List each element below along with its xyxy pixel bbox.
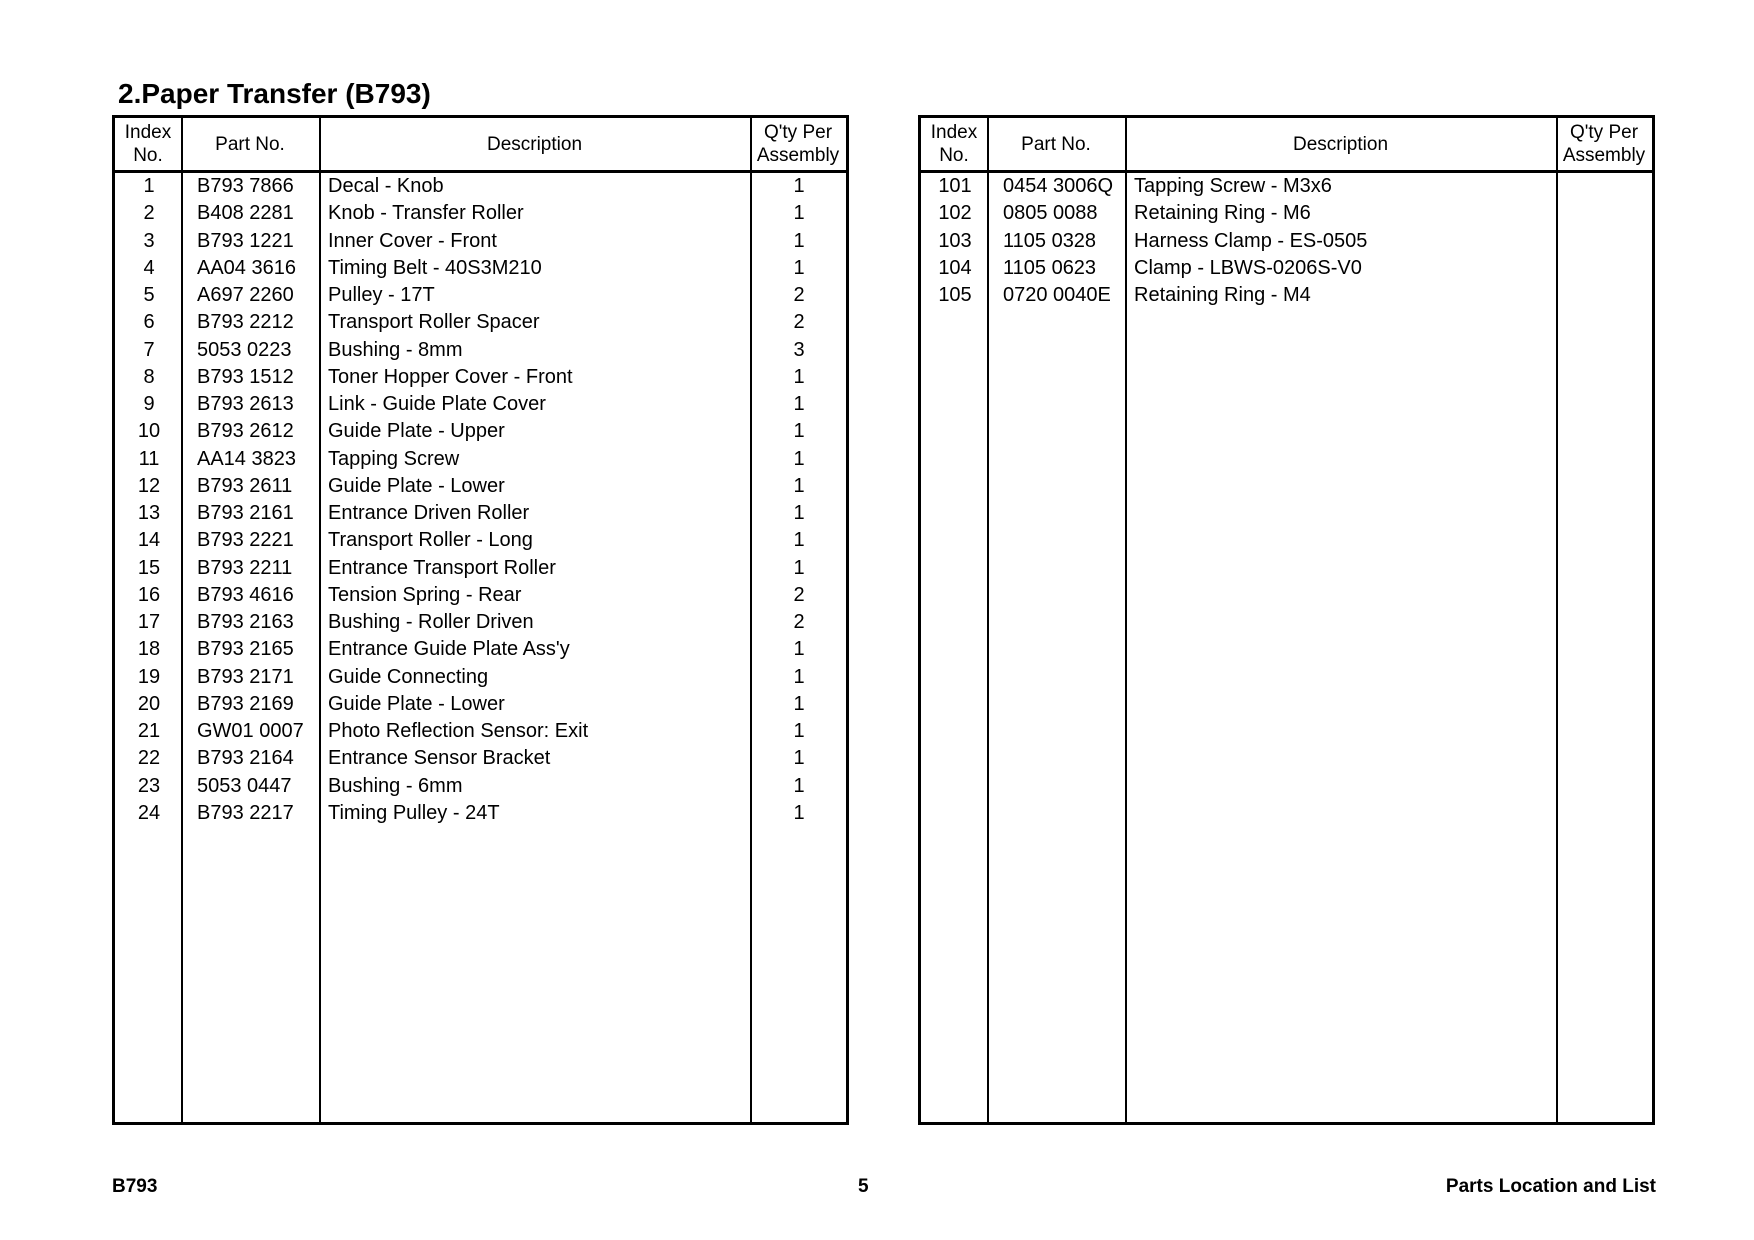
header-qty-line2: Assembly [1562, 145, 1646, 166]
table-row [115, 745, 846, 772]
part-no-cell: 0454 3006Q [1003, 175, 1114, 197]
description-cell: Guide Plate - Upper [328, 420, 505, 443]
index-cell: 5 [143, 284, 155, 306]
index-cell: 10 [137, 420, 161, 443]
index-cell: 18 [137, 638, 161, 661]
header-description [319, 118, 750, 170]
description-cell: Guide Connecting [328, 665, 489, 688]
part-no-cell: B793 2221 [197, 529, 294, 552]
qty-cell: 1 [793, 774, 805, 797]
part-no-cell: B793 2161 [197, 502, 294, 524]
description-cell: Retaining Ring - M4 [1134, 284, 1311, 306]
header-part-no [181, 118, 319, 170]
header-qty [750, 118, 846, 170]
table-row [115, 228, 846, 255]
index-cell: 16 [137, 583, 161, 606]
page-title: 2.Paper Transfer (B793) [118, 78, 431, 109]
table-row [921, 173, 1652, 200]
table-row [115, 636, 846, 663]
header-qty-line1: Q'ty Per [1569, 122, 1639, 143]
qty-cell: 1 [793, 720, 805, 742]
qty-cell: 1 [793, 202, 805, 225]
description-cell: Guide Plate - Lower [328, 474, 505, 497]
part-no-cell: B793 2164 [197, 747, 294, 770]
part-no-cell: B793 7866 [197, 175, 294, 197]
header-index-line1: Index [124, 122, 172, 143]
parts-table-left [112, 115, 849, 1125]
part-no-cell: B793 2217 [197, 801, 294, 824]
description-cell: Tension Spring - Rear [328, 583, 522, 606]
part-no-cell: B793 2163 [197, 611, 294, 633]
part-no-cell: GW01 0007 [197, 720, 304, 742]
table-row [115, 473, 846, 500]
qty-cell: 2 [793, 611, 805, 633]
table-row [115, 582, 846, 609]
table-row [921, 228, 1652, 255]
qty-cell: 2 [793, 284, 805, 306]
table-body-right [921, 173, 1652, 309]
table-row [115, 173, 846, 200]
index-cell: 17 [137, 611, 161, 633]
header-index-line2: No. [133, 145, 163, 166]
table-row [115, 500, 846, 527]
index-cell: 8 [143, 365, 155, 388]
description-cell: Bushing - 8mm [328, 338, 463, 361]
index-cell: 4 [143, 256, 155, 279]
qty-cell: 1 [793, 229, 805, 252]
qty-cell: 1 [793, 420, 805, 443]
part-no-cell: AA14 3823 [197, 447, 296, 470]
description-cell: Bushing - Roller Driven [328, 611, 534, 633]
header-index-line1: Index [930, 122, 978, 143]
table-row [921, 200, 1652, 227]
qty-cell: 1 [793, 556, 805, 579]
part-no-cell: B793 2212 [197, 311, 294, 334]
description-cell: Pulley - 17T [328, 284, 435, 306]
header-description-label: Description [1292, 133, 1389, 155]
part-no-cell: A697 2260 [197, 284, 294, 306]
table-row [115, 527, 846, 554]
qty-cell [1557, 173, 1653, 200]
description-cell: Transport Roller Spacer [328, 311, 540, 334]
part-no-cell: 0720 0040E [1003, 284, 1111, 306]
index-cell: 13 [137, 502, 161, 524]
table-body-left [115, 173, 846, 827]
table-row [115, 200, 846, 227]
part-no-cell: B408 2281 [197, 202, 294, 225]
description-cell: Transport Roller - Long [328, 529, 533, 552]
part-no-cell: 1105 0623 [1003, 256, 1097, 279]
index-cell: 9 [143, 393, 155, 415]
table-row [115, 282, 846, 309]
part-no-cell: B793 2211 [197, 556, 293, 579]
header-qty [1556, 118, 1652, 170]
qty-cell: 1 [793, 692, 805, 715]
part-no-cell: AA04 3616 [197, 256, 296, 279]
index-cell: 15 [137, 556, 161, 579]
part-no-cell: B793 2169 [197, 692, 294, 715]
description-cell: Entrance Driven Roller [328, 502, 530, 524]
index-cell: 103 [938, 229, 972, 252]
qty-cell: 1 [793, 502, 805, 524]
part-no-cell: B793 1221 [197, 229, 294, 252]
table-row [115, 418, 846, 445]
index-cell: 6 [143, 311, 155, 334]
table-row [115, 800, 846, 827]
description-cell: Guide Plate - Lower [328, 692, 505, 715]
table-row [115, 446, 846, 473]
table-row [115, 364, 846, 391]
header-index [921, 118, 987, 170]
description-cell: Timing Pulley - 24T [328, 801, 500, 824]
index-cell: 105 [938, 284, 972, 306]
description-cell: Harness Clamp - ES-0505 [1134, 229, 1368, 252]
qty-cell [1557, 282, 1653, 309]
qty-cell: 1 [793, 801, 805, 824]
header-description [1125, 118, 1556, 170]
footer-model: B793 [112, 1176, 158, 1197]
part-no-cell: B793 2611 [197, 474, 293, 497]
index-cell: 24 [137, 801, 161, 824]
qty-cell: 1 [793, 529, 805, 552]
table-row [115, 718, 846, 745]
qty-cell [1557, 228, 1653, 255]
index-cell: 12 [137, 474, 161, 497]
part-no-cell: B793 2613 [197, 393, 294, 415]
part-no-cell: B793 2612 [197, 420, 294, 443]
description-cell: Link - Guide Plate Cover [328, 393, 546, 415]
qty-cell: 1 [793, 175, 805, 197]
part-no-cell: B793 2165 [197, 638, 294, 661]
footer-page-number: 5 [858, 1176, 869, 1197]
qty-cell: 1 [793, 256, 805, 279]
table-row [115, 391, 846, 418]
index-cell: 7 [143, 338, 155, 361]
qty-cell: 1 [793, 393, 805, 415]
description-cell: Inner Cover - Front [328, 229, 497, 252]
description-cell: Entrance Sensor Bracket [328, 747, 551, 770]
description-cell: Retaining Ring - M6 [1134, 202, 1311, 225]
table-row [921, 282, 1652, 309]
part-no-cell: 1105 0328 [1003, 229, 1097, 252]
header-part-no-label: Part No. [215, 133, 285, 155]
table-row [115, 255, 846, 282]
table-row [115, 309, 846, 336]
qty-cell [1557, 200, 1653, 227]
header-part-no-label: Part No. [1021, 133, 1091, 155]
table-row [115, 773, 846, 800]
qty-cell: 1 [793, 638, 805, 661]
index-cell: 19 [137, 665, 161, 688]
description-cell: Toner Hopper Cover - Front [328, 365, 573, 388]
index-cell: 102 [938, 202, 972, 225]
description-cell: Entrance Transport Roller [328, 556, 556, 579]
qty-cell: 2 [793, 311, 805, 334]
index-cell: 20 [137, 692, 161, 715]
index-cell: 3 [143, 229, 155, 252]
qty-cell: 1 [793, 447, 805, 470]
index-cell: 23 [137, 774, 161, 797]
table-row [115, 691, 846, 718]
description-cell: Timing Belt - 40S3M210 [328, 256, 542, 279]
header-qty-line2: Assembly [756, 145, 840, 166]
description-cell: Photo Reflection Sensor: Exit [328, 720, 589, 742]
qty-cell: 1 [793, 365, 805, 388]
index-cell: 22 [137, 747, 161, 770]
header-description-label: Description [486, 133, 583, 155]
footer-section: Parts Location and List [1445, 1176, 1656, 1197]
part-no-cell: B793 2171 [197, 665, 294, 688]
part-no-cell: 0805 0088 [1003, 202, 1098, 225]
description-cell: Knob - Transfer Roller [328, 202, 524, 225]
description-cell: Bushing - 6mm [328, 774, 463, 797]
part-no-cell: B793 1512 [197, 365, 294, 388]
table-row [115, 555, 846, 582]
table-row [115, 609, 846, 636]
description-cell: Entrance Guide Plate Ass'y [328, 638, 570, 661]
table-row [115, 664, 846, 691]
table-row [921, 255, 1652, 282]
qty-cell: 2 [793, 583, 805, 606]
description-cell: Tapping Screw - M3x6 [1134, 175, 1332, 197]
index-cell: 2 [143, 202, 155, 225]
index-cell: 14 [137, 529, 161, 552]
index-cell: 11 [138, 447, 160, 470]
header-qty-line1: Q'ty Per [763, 122, 833, 143]
description-cell: Decal - Knob [328, 175, 444, 197]
index-cell: 101 [938, 175, 972, 197]
header-index [115, 118, 181, 170]
description-cell: Clamp - LBWS-0206S-V0 [1134, 256, 1362, 279]
qty-cell: 1 [793, 747, 805, 770]
index-cell: 1 [143, 175, 155, 197]
qty-cell: 1 [793, 474, 805, 497]
header-part-no [987, 118, 1125, 170]
table-row [115, 337, 846, 364]
header-index-line2: No. [939, 145, 969, 166]
part-no-cell: 5053 0447 [197, 774, 292, 797]
qty-cell [1557, 255, 1653, 282]
index-cell: 104 [938, 256, 972, 279]
part-no-cell: B793 4616 [197, 583, 294, 606]
part-no-cell: 5053 0223 [197, 338, 292, 361]
description-cell: Tapping Screw [328, 447, 460, 470]
parts-table-right [918, 115, 1655, 1125]
index-cell: 21 [137, 720, 161, 742]
qty-cell: 3 [793, 338, 805, 361]
qty-cell: 1 [793, 665, 805, 688]
